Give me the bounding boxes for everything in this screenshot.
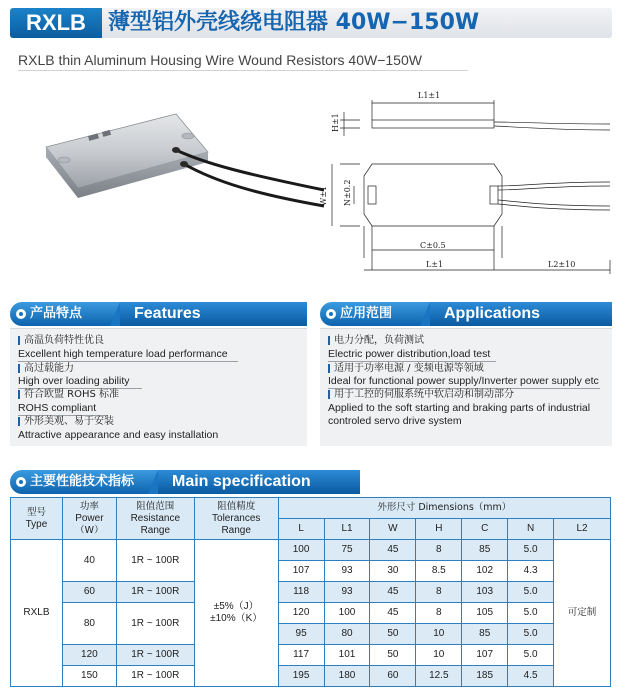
cell-value: 10 xyxy=(416,624,462,645)
header-tolerance: 阻值精度 Tolerances Range xyxy=(194,498,278,540)
col-l: L xyxy=(278,519,324,540)
cell-value: 12.5 xyxy=(416,666,462,687)
cell-power: 60 xyxy=(62,582,116,603)
application-en-3b: controled servo drive system xyxy=(328,415,462,427)
col-w: W xyxy=(370,519,416,540)
spec-header xyxy=(10,470,611,494)
cell-range: 1R ~ 100R xyxy=(116,540,194,582)
table-row xyxy=(11,582,611,603)
cell-value: 10 xyxy=(416,645,462,666)
subtitle-divider xyxy=(18,70,468,71)
cell-value: 118 xyxy=(278,582,324,603)
cell-value: 4.3 xyxy=(508,561,554,582)
gear-icon xyxy=(15,476,27,488)
cell-power: 40 xyxy=(62,540,116,582)
cell-value: 45 xyxy=(370,603,416,624)
cell-power: 150 xyxy=(62,666,116,687)
feature-cn-2: 高过载能力 xyxy=(24,363,74,374)
spec-title-cn: 主要性能技术指标 xyxy=(30,474,135,489)
label-c: C±0.5 xyxy=(420,241,446,250)
page-title: 薄型铝外壳线绕电阻器 40W−150W xyxy=(108,10,480,35)
dimension-drawing xyxy=(320,80,620,280)
label-l1: L1±1 xyxy=(418,91,441,100)
cell-type: RXLB xyxy=(11,540,63,687)
cell-value: 100 xyxy=(324,603,370,624)
cell-value: 85 xyxy=(462,624,508,645)
spec-table xyxy=(10,497,611,687)
application-cn-1: 电力分配，负荷测试 xyxy=(334,335,424,346)
feature-en-1: Excellent high temperature load performance xyxy=(18,348,228,360)
gear-icon xyxy=(15,308,27,320)
cell-value: 107 xyxy=(278,561,324,582)
feature-cn-1: 高温负荷特性优良 xyxy=(24,335,104,346)
label-w: W±1 xyxy=(319,185,328,206)
cell-value: 5.0 xyxy=(508,624,554,645)
cell-range: 1R ~ 100R xyxy=(116,666,194,687)
cell-value: 45 xyxy=(370,540,416,561)
page-subtitle: RXLB thin Aluminum Housing Wire Wound Resistors 40W−150W xyxy=(18,52,422,68)
applications-title-cn: 应用范围 xyxy=(340,306,393,321)
cell-value: 80 xyxy=(324,624,370,645)
cell-range: 1R ~ 100R xyxy=(116,582,194,603)
cell-value: 100 xyxy=(278,540,324,561)
features-title-cn: 产品特点 xyxy=(30,306,83,321)
cell-value: 85 xyxy=(462,540,508,561)
cell-value: 8 xyxy=(416,540,462,561)
cell-value: 93 xyxy=(324,582,370,603)
application-en-2: Ideal for functional power supply/Inverter power supply etc xyxy=(328,375,599,387)
features-title-en: Features xyxy=(120,302,307,326)
application-en-3a: Applied to the soft starting and braking parts of industrial xyxy=(328,402,591,414)
cell-range: 1R ~ 100R xyxy=(116,645,194,666)
cell-value: 30 xyxy=(370,561,416,582)
cell-value: 120 xyxy=(278,603,324,624)
cell-value: 60 xyxy=(370,666,416,687)
col-h: H xyxy=(416,519,462,540)
cell-value: 4.5 xyxy=(508,666,554,687)
applications-header xyxy=(320,302,612,326)
cell-value: 93 xyxy=(324,561,370,582)
table-row xyxy=(11,540,611,561)
cell-value: 95 xyxy=(278,624,324,645)
cell-power: 80 xyxy=(62,603,116,645)
cell-value: 180 xyxy=(324,666,370,687)
applications-title-en: Applications xyxy=(430,302,612,326)
spec-title-en: Main specification xyxy=(158,470,360,494)
label-n: N±0.2 xyxy=(343,179,352,206)
cell-value: 101 xyxy=(324,645,370,666)
cell-value: 5.0 xyxy=(508,645,554,666)
header-type: 型号 Type xyxy=(11,498,63,540)
header-resistance: 阻值范围 Resistance Range xyxy=(116,498,194,540)
cell-value: 50 xyxy=(370,645,416,666)
gear-icon xyxy=(325,308,337,320)
cell-value: 5.0 xyxy=(508,540,554,561)
cell-value: 8 xyxy=(416,603,462,624)
cell-tolerance: ±5%（J） ±10%（K） xyxy=(194,540,278,687)
cell-value: 50 xyxy=(370,624,416,645)
feature-cn-4: 外形美观、易于安装 xyxy=(24,416,114,427)
label-h: H±1 xyxy=(331,113,340,132)
cell-value: 195 xyxy=(278,666,324,687)
cell-value: 5.0 xyxy=(508,603,554,624)
col-c: C xyxy=(462,519,508,540)
feature-en-3: ROHS compliant xyxy=(18,402,97,414)
application-cn-3: 用于工控的伺服系统中软启动和制动部分 xyxy=(334,389,514,400)
col-n: N xyxy=(508,519,554,540)
cell-value: 75 xyxy=(324,540,370,561)
product-photo xyxy=(26,102,326,232)
features-box xyxy=(10,328,307,446)
feature-cn-3: 符合欧盟 ROHS 标准 xyxy=(24,389,120,400)
application-en-1: Electric power distribution,load test xyxy=(328,348,491,360)
cell-l2: 可定制 xyxy=(554,540,611,687)
feature-en-4: Attractive appearance and easy installation xyxy=(18,429,219,441)
application-cn-2: 适用于功率电源 / 变频电源等领域 xyxy=(334,363,484,374)
cell-range: 1R ~ 100R xyxy=(116,603,194,645)
header-dimensions: 外形尺寸 Dimensions（mm） xyxy=(278,498,610,519)
features-header xyxy=(10,302,307,326)
cell-value: 107 xyxy=(462,645,508,666)
applications-box xyxy=(320,328,612,446)
cell-value: 8.5 xyxy=(416,561,462,582)
cell-value: 102 xyxy=(462,561,508,582)
col-l1: L1 xyxy=(324,519,370,540)
table-row xyxy=(11,645,611,666)
feature-en-2: High over loading ability xyxy=(18,375,130,387)
cell-value: 185 xyxy=(462,666,508,687)
header-power: 功率 Power （W） xyxy=(62,498,116,540)
table-row xyxy=(11,603,611,624)
cell-value: 45 xyxy=(370,582,416,603)
col-l2: L2 xyxy=(554,519,611,540)
cell-value: 8 xyxy=(416,582,462,603)
cell-value: 105 xyxy=(462,603,508,624)
label-l2: L2±10 xyxy=(548,260,576,269)
model-badge: RXLB xyxy=(10,8,102,38)
cell-power: 120 xyxy=(62,645,116,666)
cell-value: 117 xyxy=(278,645,324,666)
table-row xyxy=(11,666,611,687)
cell-value: 103 xyxy=(462,582,508,603)
cell-value: 5.0 xyxy=(508,582,554,603)
label-l: L±1 xyxy=(426,260,444,269)
